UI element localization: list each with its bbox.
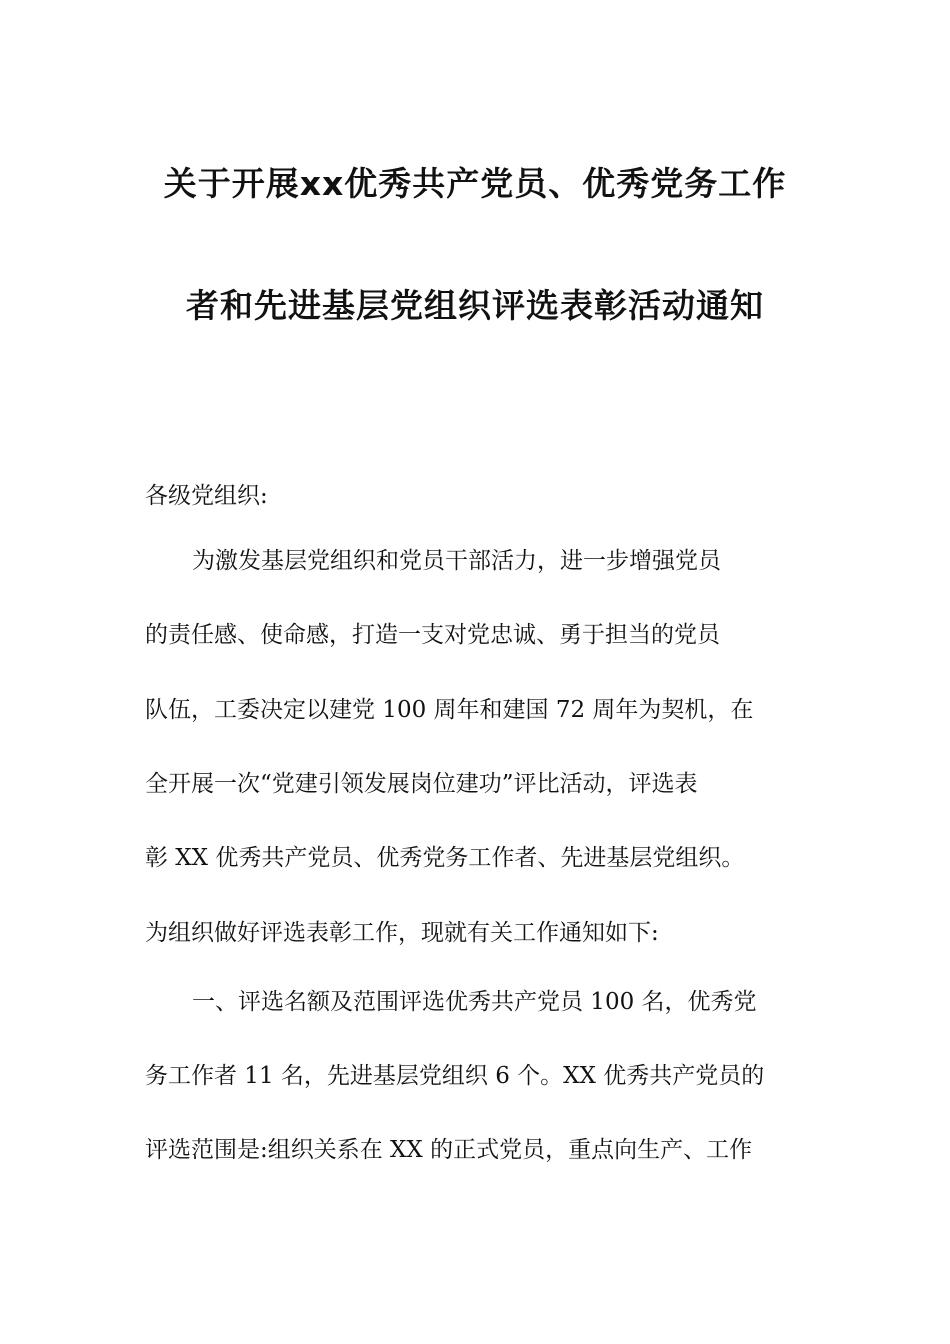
paragraph-line: 为组织做好评选表彰工作，现就有关工作通知如下: — [145, 920, 659, 946]
paragraph-line: 的责任感、使命感，打造一支对党忠诚、勇于担当的党员 — [145, 622, 720, 648]
paragraph-line: 彰 XX 优秀共产党员、优秀党务工作者、先进基层党组织。 — [145, 845, 745, 871]
document-title-line-2: 者和先进基层党组织评选表彰活动通知 — [186, 286, 764, 325]
salutation: 各级党组织: — [145, 483, 268, 509]
paragraph-line: 全开展一次“党建引领发展岗位建功”评比活动，评选表 — [145, 771, 698, 797]
document-title-line-1: 关于开展xx优秀共产党员、优秀党务工作 — [163, 164, 787, 203]
paragraph-line: 评选范围是:组织关系在 XX 的正式党员，重点向生产、工作 — [145, 1137, 753, 1163]
paragraph-line: 务工作者 11 名，先进基层党组织 6 个。XX 优秀共产党员的 — [145, 1063, 765, 1089]
paragraph-line: 队伍，工委决定以建党 100 周年和建国 72 周年为契机，在 — [145, 697, 754, 723]
paragraph-line: 为激发基层党组织和党员干部活力，进一步增强党员 — [192, 548, 721, 574]
paragraph-line: 一、评选名额及范围评选优秀共产党员 100 名，优秀党 — [192, 989, 757, 1015]
